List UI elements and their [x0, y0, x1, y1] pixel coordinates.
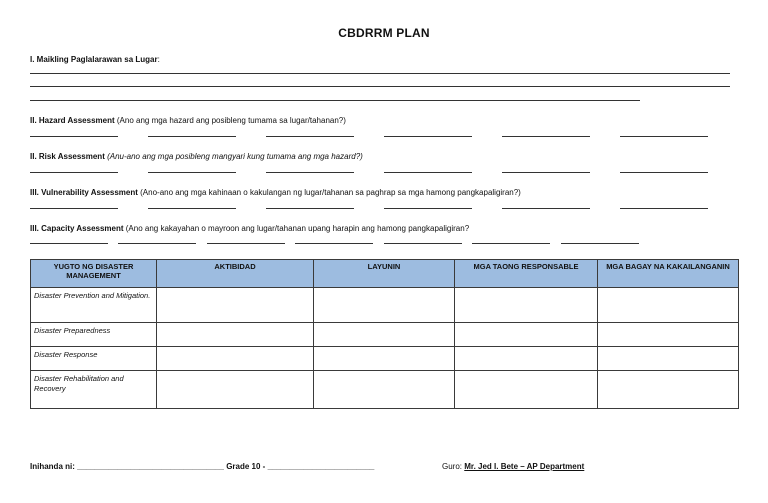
risk-blank-4[interactable]: [384, 172, 472, 173]
section-hazard-label: [30, 116, 346, 125]
col-header-kakailanganin: MGA BAGAY NA KAKAILANGANIN: [598, 260, 739, 288]
teacher-name: Mr. Jed I. Bete – AP Department: [464, 462, 585, 471]
description-line-3[interactable]: [30, 100, 640, 101]
hazard-blank-5[interactable]: [502, 136, 590, 137]
prepared-by: [30, 462, 374, 471]
vulnerability-blank-4[interactable]: [384, 208, 472, 209]
section-capacity-hint: (Ano ang kakayahan o mayroon ang lugar/tahanan upang harapin ang hamong pangkapaligiran?: [125, 224, 470, 233]
capacity-blank-1[interactable]: [30, 243, 108, 244]
cell-responsable[interactable]: [455, 323, 598, 347]
vulnerability-blank-2[interactable]: [148, 208, 236, 209]
document-title: CBDRRM PLAN: [338, 26, 430, 40]
section-capacity-label: [30, 224, 469, 233]
risk-blank-6[interactable]: [620, 172, 708, 173]
cell-layunin[interactable]: [314, 288, 455, 323]
grade-field[interactable]: ________________________: [267, 462, 375, 471]
capacity-blank-2[interactable]: [118, 243, 196, 244]
table-row: [31, 347, 739, 371]
capacity-blank-5[interactable]: [384, 243, 462, 244]
row-label-response: Disaster Response: [31, 347, 157, 371]
section-hazard-hint: (Ano ang mga hazard ang posibleng tumama sa lugar/tahanan?): [116, 116, 346, 125]
table-header-row: [31, 260, 739, 288]
disaster-plan-table: [30, 259, 739, 409]
description-line-1[interactable]: [30, 73, 730, 74]
section-description-label: [30, 55, 160, 64]
row-label-prevention: Disaster Prevention and Mitigation.: [31, 288, 157, 323]
prepared-by-field[interactable]: _________________________________: [77, 462, 224, 471]
risk-blank-3[interactable]: [266, 172, 354, 173]
section-vulnerability-title: III. Vulnerability Assessment: [30, 188, 138, 197]
capacity-blank-4[interactable]: [295, 243, 373, 244]
teacher-info: [442, 462, 584, 471]
cell-aktibidad[interactable]: [157, 371, 314, 409]
capacity-blank-7[interactable]: [561, 243, 639, 244]
cell-kakailanganin[interactable]: [598, 288, 739, 323]
cell-kakailanganin[interactable]: [598, 323, 739, 347]
vulnerability-blank-1[interactable]: [30, 208, 118, 209]
description-line-2[interactable]: [30, 86, 730, 87]
cell-responsable[interactable]: [455, 288, 598, 323]
hazard-blank-6[interactable]: [620, 136, 708, 137]
hazard-blank-1[interactable]: [30, 136, 118, 137]
capacity-blank-6[interactable]: [472, 243, 550, 244]
cell-responsable[interactable]: [455, 371, 598, 409]
teacher-label: Guro:: [442, 462, 463, 471]
section-capacity-title: III. Capacity Assessment: [30, 224, 124, 233]
hazard-blank-4[interactable]: [384, 136, 472, 137]
cell-layunin[interactable]: [314, 371, 455, 409]
section-description-title: I. Maikling Paglalarawan sa Lugar: [30, 55, 158, 64]
row-label-preparedness: Disaster Preparedness: [31, 323, 157, 347]
section-risk-hint: (Anu-ano ang mga posibleng mangyari kung tumama ang mga hazard?): [107, 152, 363, 161]
table-row: [31, 371, 739, 409]
vulnerability-blank-5[interactable]: [502, 208, 590, 209]
section-risk-label: [30, 152, 363, 161]
table-row: [31, 323, 739, 347]
grade-label: Grade 10 -: [226, 462, 266, 471]
section-description-hint: :: [157, 55, 160, 64]
risk-blank-1[interactable]: [30, 172, 118, 173]
cell-responsable[interactable]: [455, 347, 598, 371]
cell-aktibidad[interactable]: [157, 288, 314, 323]
col-header-yugto: YUGTO NG DISASTER MANAGEMENT: [31, 260, 157, 288]
cell-kakailanganin[interactable]: [598, 347, 739, 371]
prepared-by-label: Inihanda ni:: [30, 462, 75, 471]
col-header-layunin: LAYUNIN: [314, 260, 455, 288]
cell-layunin[interactable]: [314, 323, 455, 347]
risk-blank-5[interactable]: [502, 172, 590, 173]
hazard-blank-2[interactable]: [148, 136, 236, 137]
row-label-rehabilitation: Disaster Rehabilitation and Recovery: [31, 371, 157, 409]
cell-kakailanganin[interactable]: [598, 371, 739, 409]
capacity-blank-3[interactable]: [207, 243, 285, 244]
vulnerability-blank-6[interactable]: [620, 208, 708, 209]
risk-blank-2[interactable]: [148, 172, 236, 173]
cell-aktibidad[interactable]: [157, 347, 314, 371]
cell-layunin[interactable]: [314, 347, 455, 371]
vulnerability-blank-3[interactable]: [266, 208, 354, 209]
section-hazard-title: II. Hazard Assessment: [30, 116, 115, 125]
col-header-aktibidad: AKTIBIDAD: [157, 260, 314, 288]
hazard-blank-3[interactable]: [266, 136, 354, 137]
section-vulnerability-label: [30, 188, 521, 197]
section-risk-title: II. Risk Assessment: [30, 152, 105, 161]
table-row: [31, 288, 739, 323]
cell-aktibidad[interactable]: [157, 323, 314, 347]
col-header-responsable: MGA TAONG RESPONSABLE: [455, 260, 598, 288]
section-vulnerability-hint: (Ano-ano ang mga kahinaan o kakulangan ng lugar/tahanan sa paghrap sa mga hamong pangkapaligiran?): [140, 188, 521, 197]
